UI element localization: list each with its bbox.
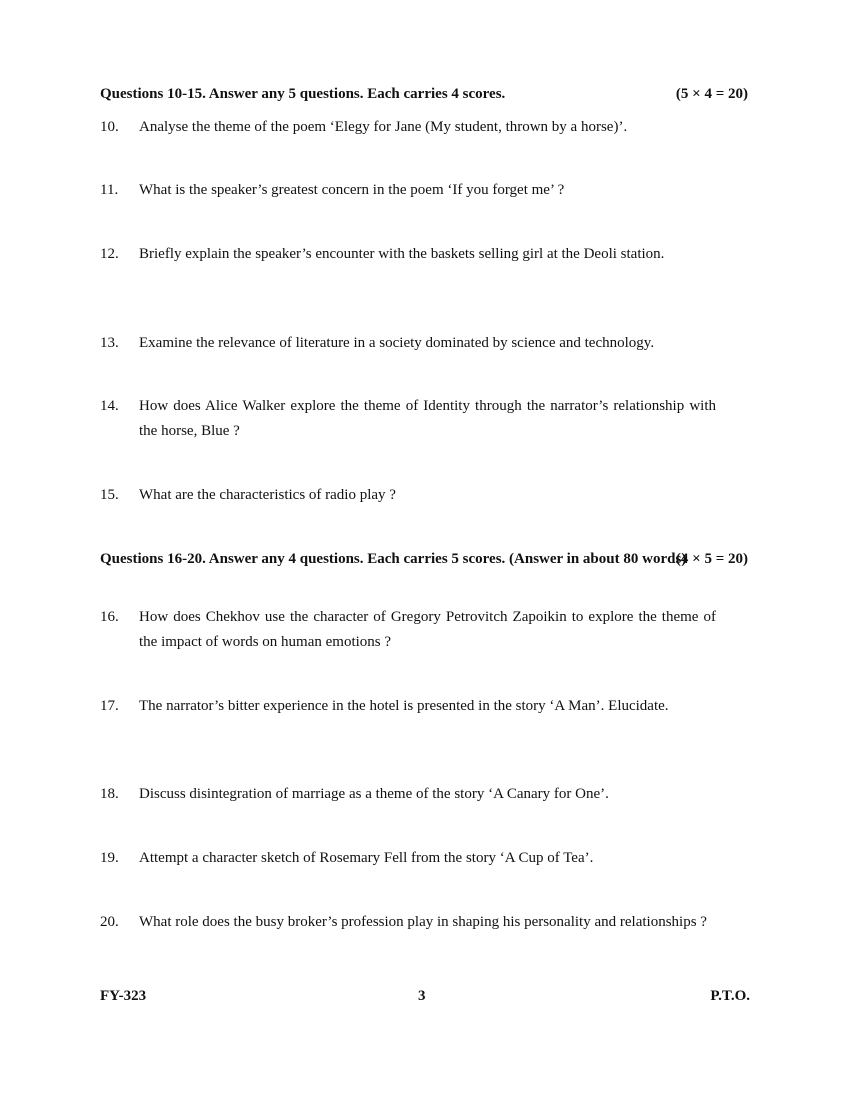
question-text: How does Alice Walker explore the theme of Identity through the narrator’s relationship with the horse, Blue ? — [139, 398, 716, 439]
question-number: 13. — [100, 335, 119, 351]
question-number: 17. — [100, 698, 119, 714]
please-turn-over: P.T.O. — [710, 988, 750, 1004]
section-heading-1-text: Questions 10-15. Answer any 5 questions. Each carries 4 scores. — [100, 86, 506, 102]
question-14 — [100, 394, 716, 444]
question-number: 14. — [100, 398, 119, 414]
question-number: 10. — [100, 119, 119, 135]
question-text: What are the characteristics of radio play ? — [139, 487, 396, 503]
question-number: 16. — [100, 609, 119, 625]
question-13 — [100, 331, 716, 356]
paper-code: FY-323 — [100, 988, 147, 1004]
question-text: Briefly explain the speaker’s encounter with the baskets selling girl at the Deoli station. — [139, 246, 665, 262]
question-20 — [100, 910, 716, 935]
question-text: Attempt a character sketch of Rosemary Fell from the story ‘A Cup of Tea’. — [139, 850, 594, 866]
question-text: Discuss disintegration of marriage as a theme of the story ‘A Canary for One’. — [139, 786, 609, 802]
question-18 — [100, 782, 716, 807]
question-text: What role does the busy broker’s profession play in shaping his personality and relationships ? — [139, 914, 707, 930]
question-number: 11. — [100, 182, 119, 198]
question-number: 12. — [100, 246, 119, 262]
question-11 — [100, 178, 716, 203]
question-12 — [100, 242, 716, 267]
page-number: 3 — [418, 988, 426, 1004]
question-text: Analyse the theme of the poem ‘Elegy for Jane (My student, thrown by a horse)’. — [139, 119, 628, 135]
section-2-marks: (4 × 5 = 20) — [675, 551, 748, 567]
question-17 — [100, 694, 716, 719]
question-text: Examine the relevance of literature in a society dominated by science and technology. — [139, 335, 655, 351]
question-19 — [100, 846, 716, 871]
question-number: 20. — [100, 914, 119, 930]
section-heading-2 — [100, 547, 748, 572]
page-footer — [100, 984, 750, 1008]
question-number: 15. — [100, 487, 119, 503]
section-heading-2-text: Questions 16-20. Answer any 4 questions. Each carries 5 scores. (Answer in about 80 words) — [100, 551, 687, 567]
question-text: What is the speaker’s greatest concern in the poem ‘If you forget me’ ? — [139, 182, 565, 198]
section-heading-1 — [100, 82, 748, 107]
question-text: The narrator’s bitter experience in the hotel is presented in the story ‘A Man’. Elucidate. — [139, 698, 669, 714]
section-1-marks: (5 × 4 = 20) — [675, 86, 748, 102]
question-text: How does Chekhov use the character of Gregory Petrovitch Zapoikin to explore the theme of the impact of words on human emotions ? — [139, 609, 716, 650]
question-15 — [100, 483, 716, 508]
question-16 — [100, 605, 716, 655]
question-number: 18. — [100, 786, 119, 802]
question-number: 19. — [100, 850, 119, 866]
question-10 — [100, 115, 716, 140]
